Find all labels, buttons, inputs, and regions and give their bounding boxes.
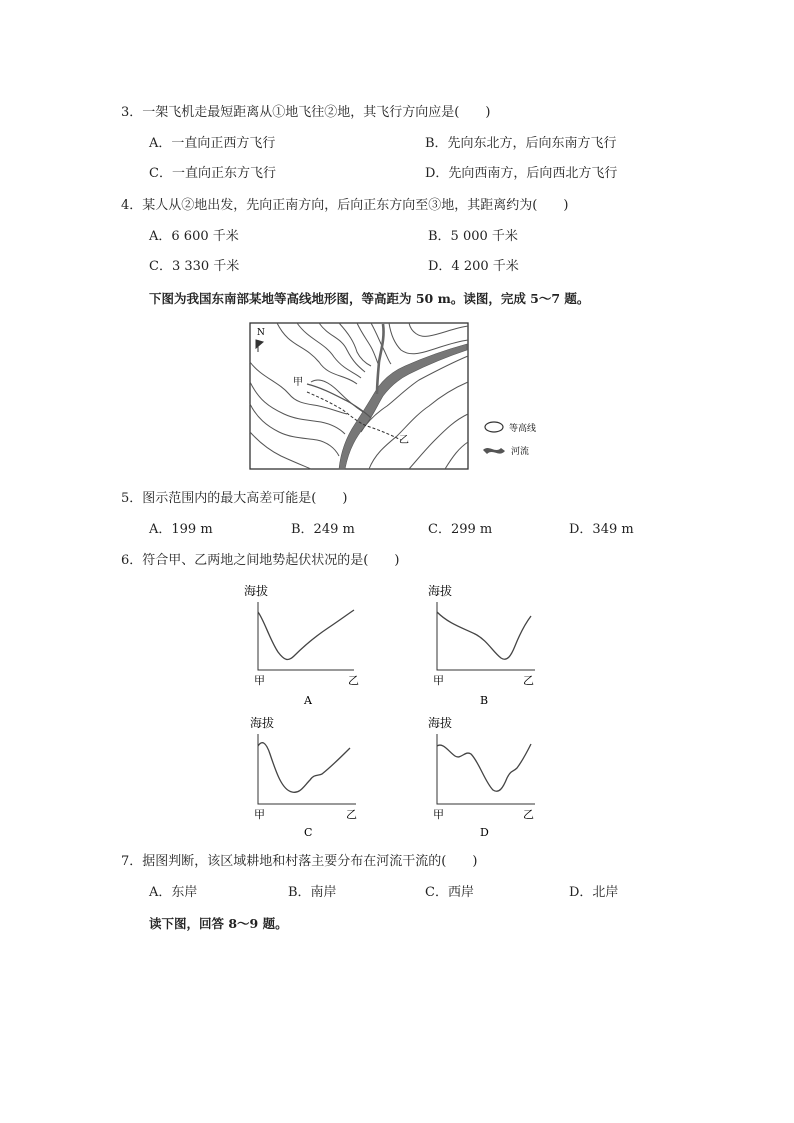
profile-a-caption: A [304,694,312,707]
q3-option-b: B．先向东北方，后向东南方飞行 [425,136,617,151]
profile-a-ylabel: 海拔 [244,584,269,598]
profile-d-caption: D [480,826,489,839]
legend-contour-icon [485,422,503,432]
legend-river-icon [483,448,505,454]
intro-8-9: 读下图，回答 8～9 题。 [149,916,288,931]
profile-chart-c [244,712,369,840]
q4-option-a: A．6 600 千米 [149,229,239,244]
q7-option-b: B．南岸 [288,885,337,900]
legend-contour-label: 等高线 [509,424,537,434]
profile-b-start: 甲 [433,674,444,687]
q7-option-a: A．东岸 [149,885,198,900]
q5-option-a: A．199 m [149,522,213,537]
profile-b-ylabel: 海拔 [428,584,453,598]
profile-c-axes [258,734,356,804]
profile-a-axes [258,602,354,670]
q4-option-d: D．4 200 千米 [428,259,519,274]
north-label: N [257,328,265,338]
profile-b-curve [437,612,531,659]
profile-c-end: 乙 [346,808,357,821]
profile-d-end: 乙 [523,808,534,821]
map-label-jia: 甲 [293,377,303,388]
profile-chart-a [244,580,369,708]
profile-c-start: 甲 [254,808,265,821]
profile-b-end: 乙 [523,674,534,687]
profile-chart-d [423,712,548,840]
q7-option-d: D．北岸 [569,885,619,900]
q4-stem: 4．某人从②地出发，先向正南方向，后向正东方向至③地，其距离约为( ) [121,198,569,213]
q5-option-b: B．249 m [291,522,355,537]
q7-option-c: C．西岸 [425,885,474,900]
profile-chart-b [423,580,548,708]
profile-d-start: 甲 [433,808,444,821]
contour-map [249,322,549,472]
q5-option-c: C．299 m [428,522,493,537]
q3-stem: 3．一架飞机走最短距离从①地飞往②地，其飞行方向应是( ) [121,105,491,120]
profile-a-curve [258,610,354,659]
intro-5-7: 下图为我国东南部某地等高线地形图，等高距为 50 m。读图，完成 5～7 题。 [149,291,590,306]
q6-stem: 6．符合甲、乙两地之间地势起伏状况的是( ) [121,553,400,568]
q5-option-d: D．349 m [569,522,634,537]
profile-c-ylabel: 海拔 [250,716,275,730]
q4-option-b: B．5 000 千米 [428,229,518,244]
q3-option-c: C．一直向正东方飞行 [149,166,276,181]
profile-d-axes [437,734,535,804]
q7-stem: 7．据图判断，该区域耕地和村落主要分布在河流干流的( ) [121,854,478,869]
profile-d-curve [437,744,531,791]
q5-stem: 5．图示范围内的最大高差可能是( ) [121,491,348,506]
profile-b-caption: B [480,694,489,707]
q3-option-d: D．先向西南方，后向西北方飞行 [425,166,618,181]
profile-c-caption: C [304,826,313,839]
profile-a-start: 甲 [254,674,265,687]
q4-option-c: C．3 330 千米 [149,259,240,274]
map-frame [250,323,468,469]
q3-option-a: A．一直向正西方飞行 [149,136,276,151]
profile-d-ylabel: 海拔 [428,716,453,730]
profile-a-end: 乙 [348,674,359,687]
legend-river-label: 河流 [511,447,530,457]
profile-c-curve [258,743,350,793]
map-label-yi: 乙 [399,435,409,446]
profile-b-axes [437,602,535,670]
